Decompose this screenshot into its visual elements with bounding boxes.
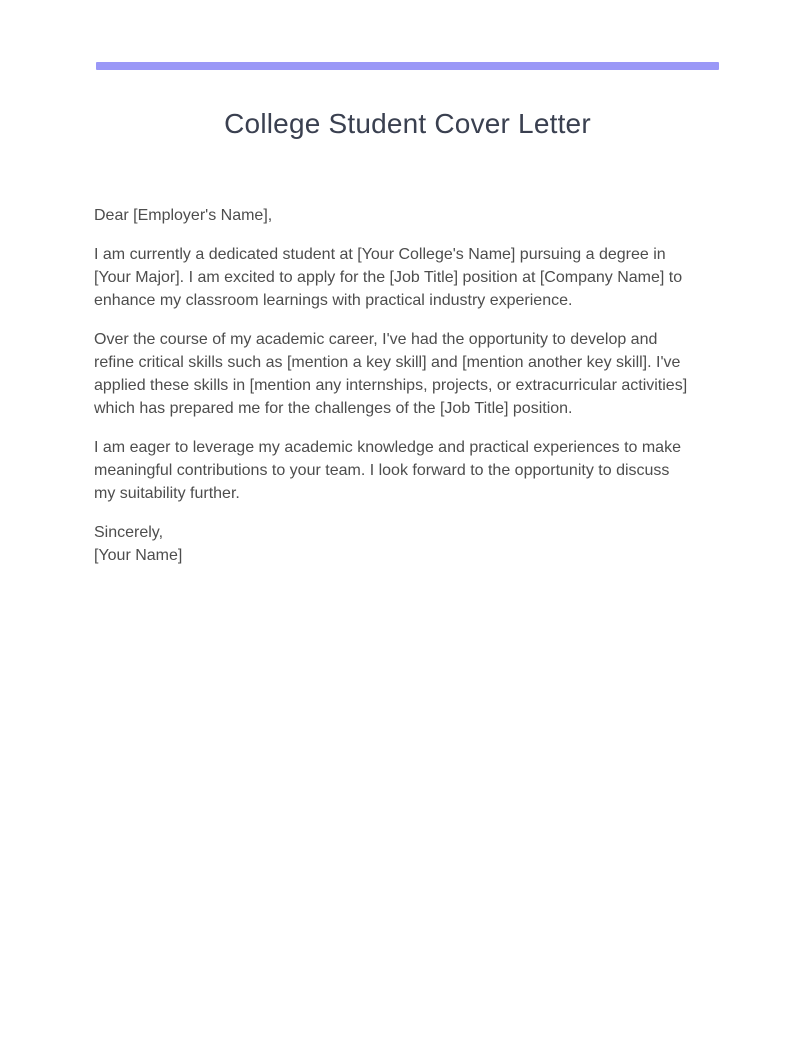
- paragraph-line: I am currently a dedicated student at [Your College's Name] pursuing a degree in: [94, 246, 666, 263]
- letter-body: [94, 204, 726, 567]
- paragraph-line: refine critical skills such as [mention a key skill] and [mention another key skill]. I've: [94, 354, 681, 371]
- salutation-text: Dear [Employer's Name],: [94, 207, 273, 224]
- paragraph-line: Over the course of my academic career, I've had the opportunity to develop and: [94, 331, 658, 348]
- paragraph-line: enhance my classroom learnings with practical industry experience.: [94, 292, 573, 309]
- paragraph-line: applied these skills in [mention any internships, projects, or extracurricular activities]: [94, 377, 688, 394]
- signature-text: [Your Name]: [94, 547, 183, 564]
- accent-bar: [96, 62, 719, 70]
- paragraph-line: [Your Major]. I am excited to apply for the [Job Title] position at [Company Name] to: [94, 269, 683, 286]
- closing-block: [94, 521, 726, 567]
- paragraph-line: which has prepared me for the challenges of the [Job Title] position.: [94, 400, 573, 417]
- paragraph-intro: [94, 243, 726, 312]
- salutation: [94, 204, 726, 227]
- page-title: College Student Cover Letter: [224, 108, 591, 139]
- closing-text: Sincerely,: [94, 524, 164, 541]
- paragraph-skills: [94, 328, 726, 420]
- paragraph-outro: [94, 436, 726, 505]
- paragraph-line: meaningful contributions to your team. I look forward to the opportunity to discuss: [94, 462, 670, 479]
- paragraph-line: I am eager to leverage my academic knowledge and practical experiences to make: [94, 439, 681, 456]
- paragraph-line: my suitability further.: [94, 485, 240, 502]
